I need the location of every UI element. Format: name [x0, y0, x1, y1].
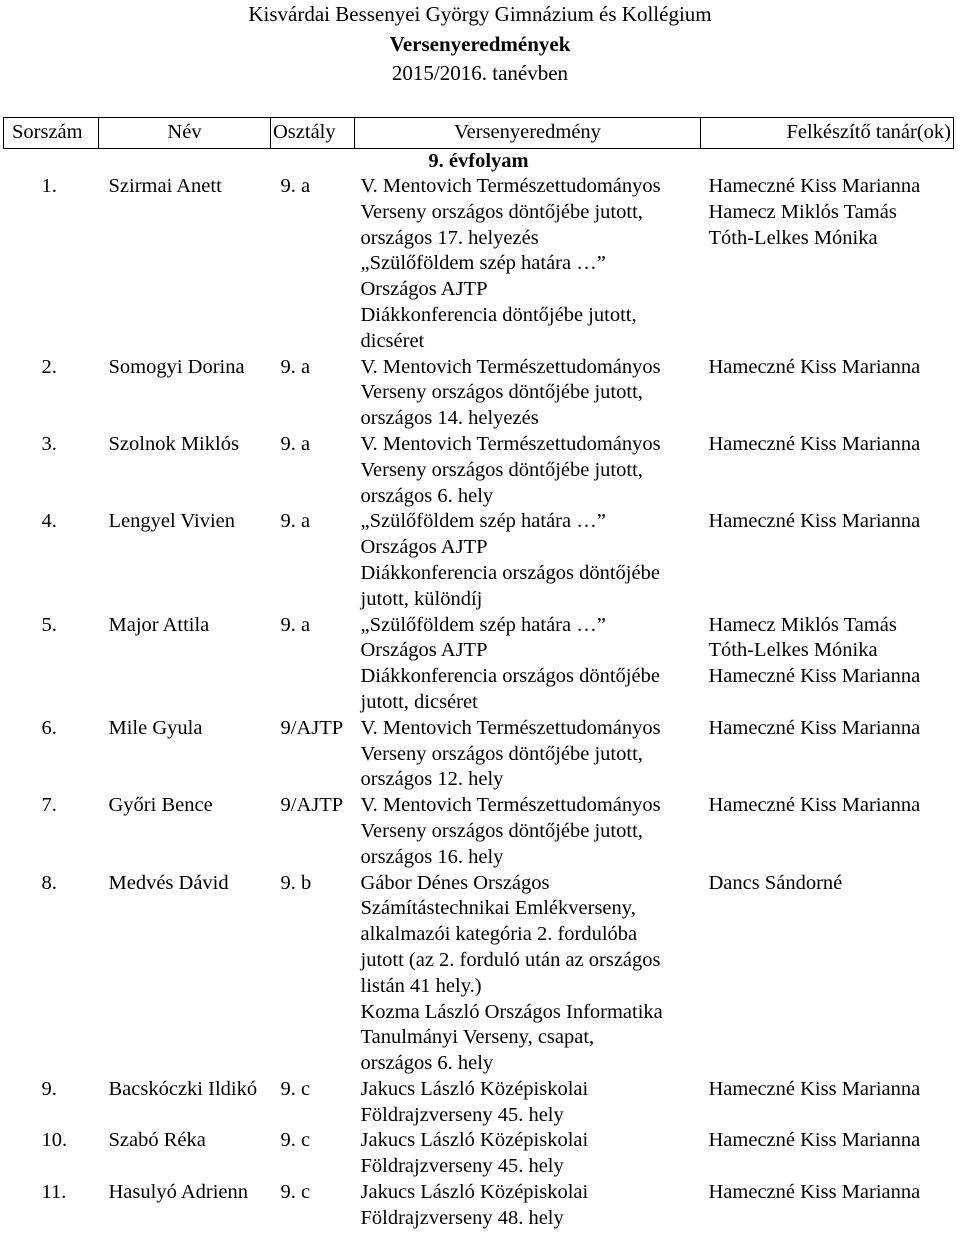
table-row — [4, 355, 954, 432]
school-name: Kisvárdai Bessenyei György Gimnázium és Kollégium — [248, 2, 712, 26]
table-row — [4, 509, 954, 612]
student-class: 9. a — [280, 510, 311, 533]
result-line: jutott, különdíj — [360, 587, 483, 610]
table-row — [4, 716, 954, 793]
row-number: 3. — [41, 432, 57, 455]
column-header-teacher: Felkészítő tanár(ok) — [701, 118, 954, 149]
student-class: 9. a — [280, 355, 311, 378]
student-name: Lengyel Vivien — [108, 510, 235, 533]
teacher-list — [701, 871, 954, 1077]
row-number: 2. — [41, 355, 57, 378]
row-number: 7. — [41, 794, 57, 817]
result-line: Diákkonferencia országos döntőjébe — [360, 561, 660, 584]
row-number: 8. — [41, 871, 57, 894]
result-line: Kozma László Országos Informatika — [360, 1000, 663, 1023]
result-line: Diákkonferencia döntőjébe jutott, — [360, 303, 637, 326]
teacher-name: Tóth-Lelkes Mónika — [708, 226, 878, 249]
teacher-list — [701, 432, 954, 509]
student-class: 9/AJTP — [280, 716, 344, 739]
student-name: Szolnok Miklós — [108, 432, 239, 455]
table-header-row — [4, 118, 954, 149]
teacher-list — [701, 793, 954, 870]
school-year: 2015/2016. tanévben — [391, 61, 569, 85]
results-table — [3, 117, 954, 1232]
result-line: Verseny országos döntőjébe jutott, — [360, 819, 643, 842]
teacher-name: Hamecz Miklós Tamás — [708, 200, 897, 223]
result-line: Jakucs László Középiskolai — [360, 1181, 589, 1204]
teacher-name: Hameczné Kiss Marianna — [708, 510, 921, 533]
teacher-name: Hameczné Kiss Marianna — [708, 432, 921, 455]
result-line: Verseny országos döntőjébe jutott, — [360, 381, 643, 404]
table-row — [4, 871, 954, 1077]
student-class: 9/AJTP — [280, 794, 344, 817]
result-line: országos 12. hely — [360, 768, 504, 791]
student-name: Szabó Réka — [108, 1129, 206, 1152]
teacher-list — [701, 1180, 954, 1232]
result-line: Gábor Dénes Országos — [360, 871, 550, 894]
teacher-list — [701, 716, 954, 793]
result-line: Jakucs László Középiskolai — [360, 1129, 589, 1152]
student-name: Medvés Dávid — [108, 871, 229, 894]
table-row — [4, 1128, 954, 1180]
row-number: 5. — [41, 613, 57, 636]
teacher-name: Hameczné Kiss Marianna — [708, 716, 921, 739]
result-line: Verseny országos döntőjébe jutott, — [360, 200, 643, 223]
column-header-name: Név — [99, 118, 271, 149]
result-line: Tanulmányi Verseny, csapat, — [360, 1026, 595, 1049]
grade-row — [4, 149, 954, 175]
result-line: V. Mentovich Természettudományos — [360, 175, 661, 197]
teacher-list — [701, 509, 954, 612]
competition-result — [355, 716, 701, 793]
result-line: országos 6. hely — [360, 1052, 494, 1075]
teacher-name: Hamecz Miklós Tamás — [708, 613, 897, 636]
document-title: Versenyeredmények — [389, 31, 571, 56]
result-line: országos 16. hely — [360, 845, 504, 868]
competition-result — [355, 1180, 701, 1232]
result-line: dicséret — [360, 329, 425, 352]
row-number: 6. — [41, 716, 57, 739]
student-class: 9. c — [280, 1129, 311, 1152]
column-header-class: Osztály — [271, 118, 355, 149]
result-line: jutott, dicséret — [360, 690, 478, 713]
result-line: Jakucs László Középiskolai — [360, 1077, 589, 1100]
teacher-name: Hameczné Kiss Marianna — [708, 1181, 921, 1204]
teacher-list — [701, 613, 954, 716]
student-class: 9. a — [280, 613, 311, 636]
result-line: V. Mentovich Természettudományos — [360, 716, 661, 739]
student-class: 9. a — [280, 175, 311, 197]
result-line: „Szülőföldem szép határa …” — [360, 613, 606, 636]
row-number: 10. — [41, 1129, 68, 1152]
competition-result — [355, 793, 701, 870]
document-header — [0, 0, 960, 89]
result-line: országos 17. helyezés — [360, 226, 539, 249]
student-name: Bacskóczki Ildikó — [108, 1077, 258, 1100]
student-name: Major Attila — [108, 613, 210, 636]
table-row — [4, 793, 954, 870]
teacher-name: Hameczné Kiss Marianna — [708, 175, 921, 197]
result-line: Diákkonferencia országos döntőjébe — [360, 665, 660, 688]
result-line: országos 6. hely — [360, 484, 494, 507]
teacher-name: Tóth-Lelkes Mónika — [708, 639, 878, 662]
table-row — [4, 1180, 954, 1232]
competition-result — [355, 174, 701, 355]
teacher-name: Dancs Sándorné — [708, 871, 843, 894]
teacher-name: Hameczné Kiss Marianna — [708, 1129, 921, 1152]
student-class: 9. c — [280, 1181, 311, 1204]
teacher-name: Hameczné Kiss Marianna — [708, 1077, 921, 1100]
teacher-list — [701, 1077, 954, 1129]
student-name: Szirmai Anett — [108, 175, 222, 197]
competition-result — [355, 1128, 701, 1180]
teacher-list — [701, 1128, 954, 1180]
row-number: 9. — [41, 1077, 57, 1100]
result-line: V. Mentovich Természettudományos — [360, 355, 661, 378]
result-line: Földrajzverseny 45. hely — [360, 1155, 564, 1178]
student-class: 9. b — [280, 871, 312, 894]
result-line: országos 14. helyezés — [360, 407, 539, 430]
student-class: 9. a — [280, 432, 311, 455]
competition-result — [355, 871, 701, 1077]
result-line: Országos AJTP — [360, 639, 488, 662]
result-line: Verseny országos döntőjébe jutott, — [360, 458, 643, 481]
competition-result — [355, 432, 701, 509]
result-line: alkalmazói kategória 2. fordulóba — [360, 923, 638, 946]
student-name: Mile Gyula — [108, 716, 203, 739]
result-line: jutott (az 2. forduló után az országos — [360, 948, 661, 971]
row-number: 1. — [41, 175, 57, 197]
table-row — [4, 613, 954, 716]
competition-result — [355, 613, 701, 716]
competition-result — [355, 1077, 701, 1129]
teacher-name: Hameczné Kiss Marianna — [708, 665, 921, 688]
result-line: Földrajzverseny 48. hely — [360, 1206, 564, 1229]
student-name: Győri Bence — [108, 794, 213, 817]
teacher-name: Hameczné Kiss Marianna — [708, 794, 921, 817]
row-number: 11. — [41, 1181, 67, 1204]
result-line: „Szülőföldem szép határa …” — [360, 510, 606, 533]
table-row — [4, 174, 954, 355]
result-line: Földrajzverseny 45. hely — [360, 1103, 564, 1126]
column-header-result: Versenyeredmény — [355, 118, 701, 149]
result-line: Országos AJTP — [360, 536, 488, 559]
column-header-num: Sorszám — [4, 118, 99, 149]
result-line: Országos AJTP — [360, 278, 488, 301]
result-line: Számítástechnikai Emlékverseny, — [360, 897, 636, 920]
table-row — [4, 432, 954, 509]
result-line: Verseny országos döntőjébe jutott, — [360, 742, 643, 765]
competition-result — [355, 355, 701, 432]
table-row — [4, 1077, 954, 1129]
teacher-name: Hameczné Kiss Marianna — [708, 355, 921, 378]
result-line: listán 41 hely.) — [360, 974, 482, 997]
competition-result — [355, 509, 701, 612]
student-name: Somogyi Dorina — [108, 355, 245, 378]
row-number: 4. — [41, 510, 57, 533]
student-name: Hasulyó Adrienn — [108, 1181, 248, 1204]
grade-heading: 9. évfolyam — [428, 150, 529, 172]
student-class: 9. c — [280, 1077, 311, 1100]
teacher-list — [701, 174, 954, 355]
result-line: V. Mentovich Természettudományos — [360, 432, 661, 455]
table-body — [4, 149, 954, 1232]
teacher-list — [701, 355, 954, 432]
result-line: V. Mentovich Természettudományos — [360, 794, 661, 817]
result-line: „Szülőföldem szép határa …” — [360, 252, 606, 275]
